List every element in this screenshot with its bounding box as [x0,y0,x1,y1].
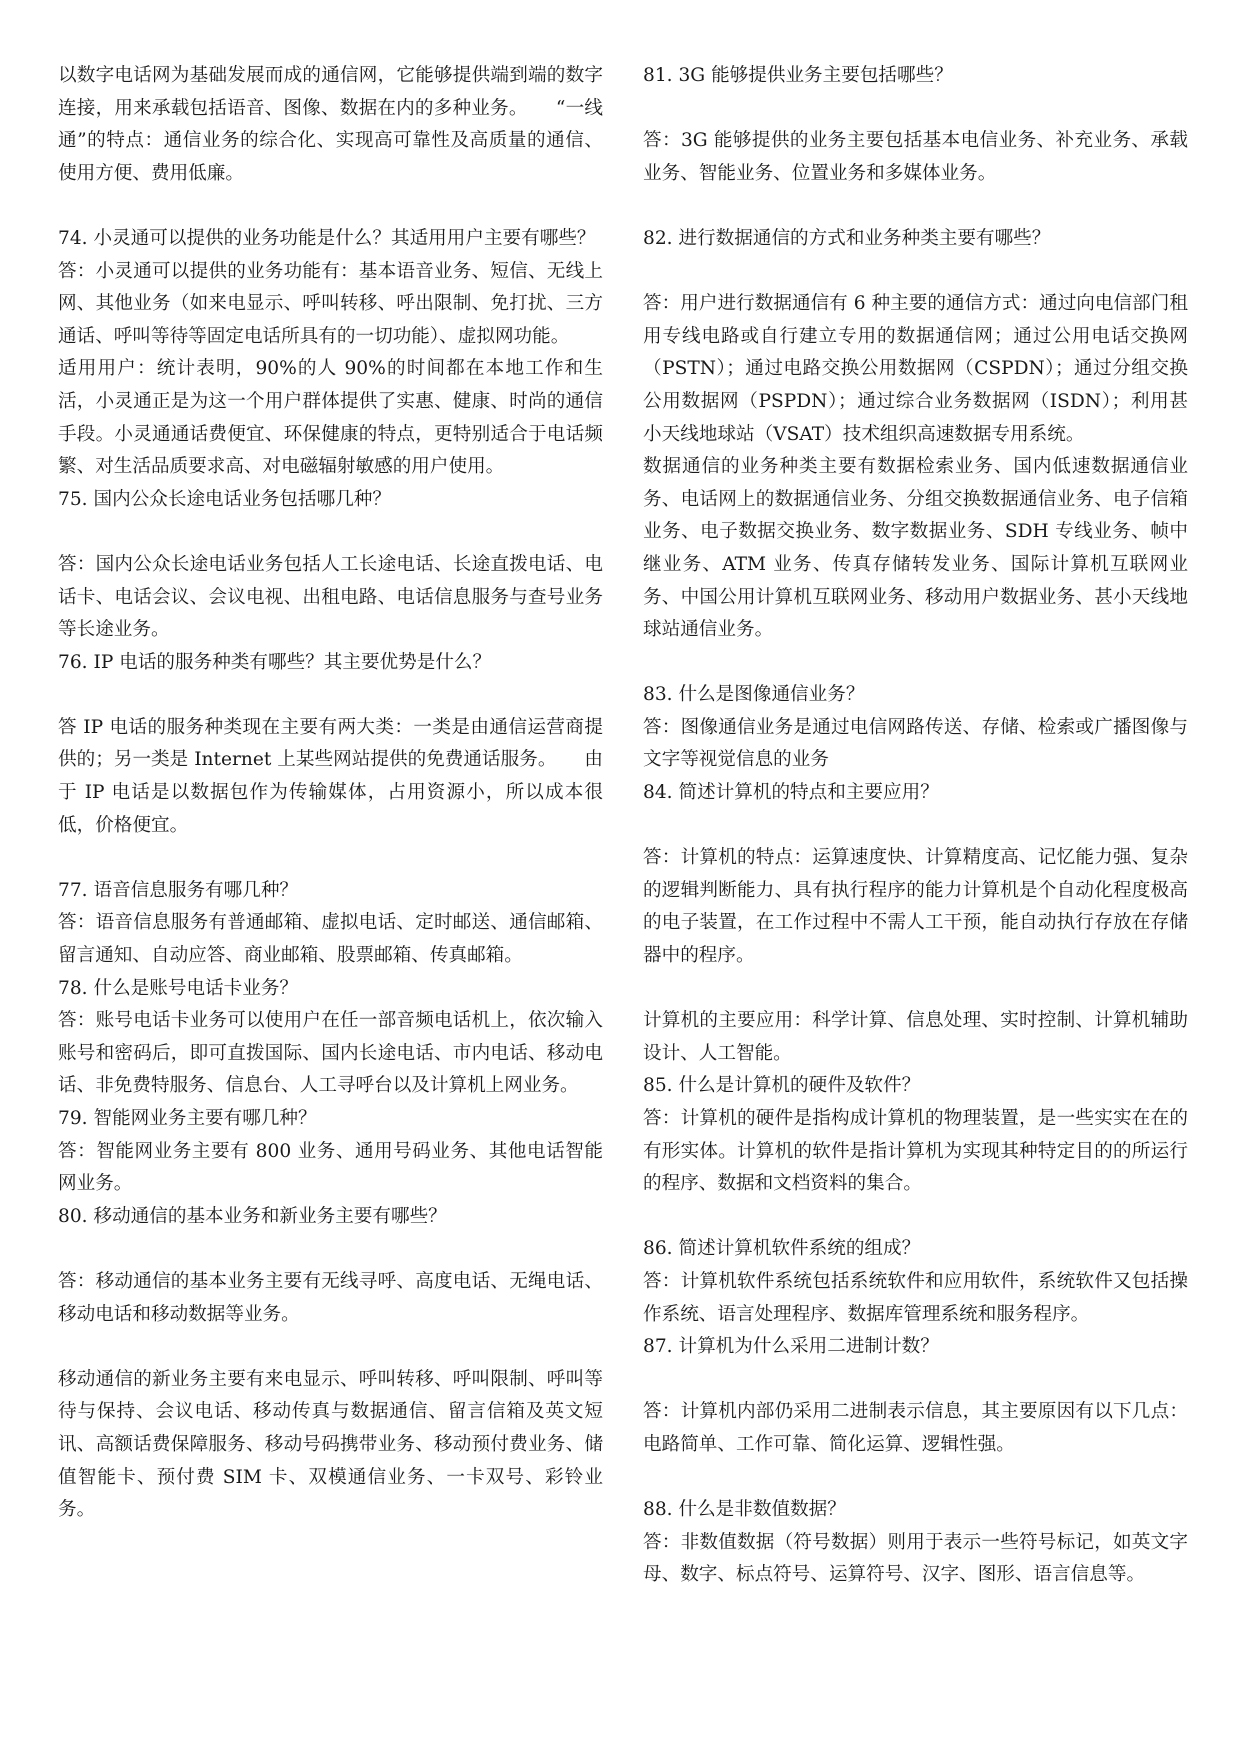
question-heading: 80. 移动通信的基本业务和新业务主要有哪些？ [58,1205,447,1227]
answer-paragraph: 答 IP 电话的服务种类现在主要有两大类：一类是由通信运营商提供的；另一类是 Internet 上某些网站提供的免费通话服务。 由于 IP 电话是以数据包作为传输媒体，占用资源小，所以成本很低，价格便宜。 [58,716,603,836]
right-column [643,60,1188,1592]
answer-paragraph: 答：移动通信的基本业务主要有无线寻呼、高度电话、无绳电话、移动电话和移动数据等业务。 [58,1270,603,1325]
paragraph-spacer [643,256,1188,289]
paragraph-spacer [643,647,1188,680]
paragraph-spacer [58,1331,603,1364]
question-heading: 75. 国内公众长途电话业务包括哪几种？ [58,488,391,510]
answer-paragraph: 答：计算机的硬件是指构成计算机的物理装置，是一些实实在在的有形实体。计算机的软件是指计算机为实现其种特定目的的所运行的程序、数据和文档资料的集合。 [643,1108,1188,1195]
answer-paragraph: 答：计算机软件系统包括系统软件和应用软件，系统软件又包括操作系统、语言处理程序、数据库管理系统和服务程序。 [643,1270,1188,1325]
question-heading: 82. 进行数据通信的方式和业务种类主要有哪些？ [643,227,1051,249]
question-heading: 79. 智能网业务主要有哪几种？ [58,1108,317,1129]
paragraph-spacer [58,679,603,712]
answer-paragraph: 答：智能网业务主要有 800 业务、通用号码业务、其他电话智能网业务。 [58,1140,603,1195]
left-column [58,60,603,1527]
paragraph-spacer [643,1201,1188,1234]
answer-paragraph: 适用用户：统计表明，90%的人 90%的时间都在本地工作和生活，小灵通正是为这一个用户群体提供了实惠、健康、时尚的通信手段。小灵通通话费便宜、环保健康的特点，更特别适合于电话频繁、对生活品质要求高、对电磁辐射敏感的用户使用。 [58,358,603,478]
question-heading: 84. 简述计算机的特点和主要应用？ [643,782,939,804]
question-heading: 81. 3G 能够提供业务主要包括哪些？ [643,65,953,86]
question-heading: 88. 什么是非数值数据？ [643,1499,846,1521]
question-heading: 77. 语音信息服务有哪几种？ [58,879,299,901]
paragraph-spacer [58,190,603,223]
paragraph-spacer [643,1364,1188,1397]
question-heading: 74. 小灵通可以提供的业务功能是什么？其适用用户主要有哪些？ [58,227,596,249]
answer-paragraph: 移动通信的新业务主要有来电显示、呼叫转移、呼叫限制、呼叫等待与保持、会议电话、移动传真与数据通信、留言信箱及英文短讯、高额话费保障服务、移动号码携带业务、移动预付费业务、储值智能卡、预付费 SIM 卡、双模通信业务、一卡双号、彩铃业务。 [58,1368,603,1521]
answer-paragraph: 以数字电话网为基础发展而成的通信网，它能够提供端到端的数字连接，用来承载包括语音、图像、数据在内的多种业务。 “一线通”的特点：通信业务的综合化、实现高可靠性及高质量的通信、使用方便、费用低廉。 [58,65,603,184]
answer-paragraph: 答：计算机的特点：运算速度快、计算精度高、记忆能力强、复杂的逻辑判断能力、具有执行程序的能力计算机是个自动化程度极高的电子装置，在工作过程中不需人工干预，能自动执行存放在存储器中的程序。 [643,847,1188,967]
answer-paragraph: 答：国内公众长途电话业务包括人工长途电话、长途直拨电话、电话卡、电话会议、会议电视、出租电路、电话信息服务与查号业务等长途业务。 [58,553,603,641]
answer-paragraph: 答：图像通信业务是通过电信网路传送、存储、检索或广播图像与文字等视觉信息的业务 [643,716,1188,771]
answer-paragraph: 计算机的主要应用：科学计算、信息处理、实时控制、计算机辅助设计、人工智能。 [643,1010,1188,1064]
paragraph-spacer [58,516,603,549]
answer-paragraph: 答：语音信息服务有普通邮箱、虚拟电话、定时邮送、通信邮箱、留言通知、自动应答、商业邮箱、股票邮箱、传真邮箱。 [58,912,603,967]
question-heading: 76. IP 电话的服务种类有哪些？其主要优势是什么？ [58,651,492,673]
question-heading: 78. 什么是账号电话卡业务？ [58,977,299,999]
paragraph-spacer [643,1462,1188,1495]
paragraph-spacer [58,842,603,875]
paragraph-spacer [58,1233,603,1266]
paragraph-spacer [643,973,1188,1006]
question-heading: 85. 什么是计算机的硬件及软件？ [643,1075,921,1097]
paragraph-spacer [643,190,1188,223]
answer-paragraph: 答：小灵通可以提供的业务功能有：基本语音业务、短信、无线上网、其他业务（如来电显示、呼叫转移、呼出限制、免打扰、三方通话、呼叫等待等固定电话所具有的一切功能）、虚拟网功能。 [58,260,603,347]
question-heading: 87. 计算机为什么采用二进制计数？ [643,1336,939,1358]
answer-paragraph: 答：非数值数据（符号数据）则用于表示一些符号标记，如英文字母、数字、标点符号、运算符号、汉字、图形、语言信息等。 [643,1531,1188,1586]
answer-paragraph: 答：用户进行数据通信有 6 种主要的通信方式：通过向电信部门租用专线电路或自行建立专用的数据通信网；通过公用电话交换网（PSTN）；通过电路交换公用数据网（CSPDN）；通过分组交换公用数据网（PSPDN）；通过综合业务数据网（ISDN）；利用甚小天线地球站（VSAT）技术组织高速数据专用系统。 [643,293,1188,445]
answer-paragraph: 答：3G 能够提供的业务主要包括基本电信业务、补充业务、承载业务、智能业务、位置业务和多媒体业务。 [643,130,1188,184]
answer-paragraph: 数据通信的业务种类主要有数据检索业务、国内低速数据通信业务、电话网上的数据通信业务、分组交换数据通信业务、电子信箱业务、电子数据交换业务、数字数据业务、SDH 专线业务、帧中继业务、ATM 业务、传真存储转发业务、国际计算机互联网业务、中国公用计算机互联网业务、移动用户数据业务、甚小天线地球站通信业务。 [643,456,1188,641]
paragraph-spacer [643,93,1188,126]
answer-paragraph: 答：账号电话卡业务可以使用户在任一部音频电话机上，依次输入账号和密码后，即可直拨国际、国内长途电话、市内电话、移动电话、非免费特服务、信息台、人工寻呼台以及计算机上网业务。 [58,1010,603,1097]
question-heading: 83. 什么是图像通信业务？ [643,684,865,706]
answer-paragraph: 答：计算机内部仍采用二进制表示信息，其主要原因有以下几点：电路简单、工作可靠、简化运算、逻辑性强。 [643,1401,1188,1455]
paragraph-spacer [643,810,1188,843]
question-heading: 86. 简述计算机软件系统的组成？ [643,1238,921,1260]
